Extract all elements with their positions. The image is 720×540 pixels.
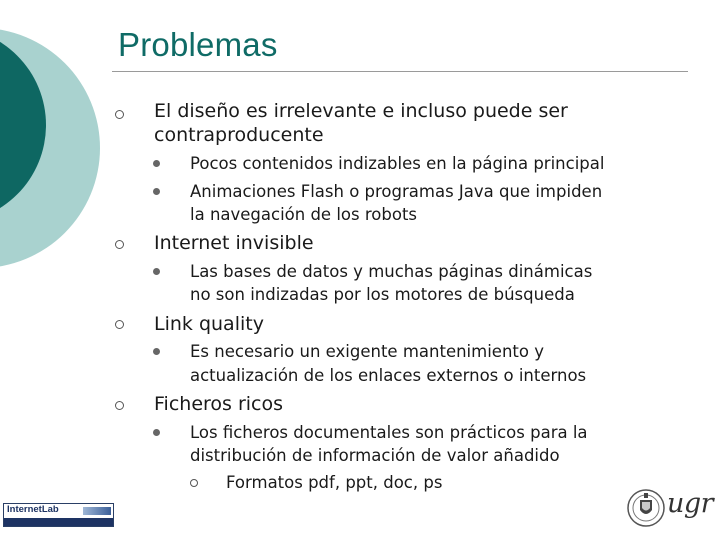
ugr-logo-text: ugr [667,488,714,519]
bullet-circle-icon [115,110,124,119]
bullet-circle-icon [115,240,124,249]
item-2-sub-1-line-1: Las bases de datos y muchas páginas dinámicas [190,262,593,281]
bullet-circle-icon [115,401,124,410]
item-4-line-1: Ficheros ricos [154,393,284,415]
decorative-circles [0,0,110,300]
title-divider [112,71,688,72]
logo-bar [4,518,113,526]
ugr-logo [627,486,714,530]
item-1-sub-1: Pocos contenidos indizables en la página principal [190,154,605,173]
slide-title: Problemas [118,26,278,63]
item-1-line-2: contraproducente [154,124,324,146]
logo-graphic [83,507,111,515]
bullet-dot-icon [153,268,160,275]
item-3-sub-1-line-1: Es necesario un exigente mantenimiento y [190,342,544,361]
ugr-crest-icon [627,486,665,530]
internetlab-logo [3,503,114,527]
bullet-dot-icon [153,188,160,195]
bullet-circle-icon [190,479,198,487]
item-2-line-1: Internet invisible [154,232,314,254]
bullet-dot-icon [153,348,160,355]
item-1-sub-2-line-2: la navegación de los robots [190,205,418,224]
item-2-sub-1-line-2: no son indizadas por los motores de búsqueda [190,285,575,304]
bullet-dot-icon [153,429,160,436]
bullet-dot-icon [153,160,160,167]
item-4-sub-1-line-2: distribución de información de valor añadido [190,446,560,465]
item-3-sub-1-line-2: actualización de los enlaces externos o internos [190,366,587,385]
item-1-line-1: El diseño es irrelevante e incluso puede ser [154,100,568,122]
item-1-sub-2-line-1: Animaciones Flash o programas Java que impiden [190,182,603,201]
bullet-circle-icon [115,320,124,329]
item-3-line-1: Link quality [154,313,264,335]
item-4-sub-1-sub-1: Formatos pdf, ppt, doc, ps [226,473,443,492]
internetlab-logo-text: InternetLab [7,504,59,515]
item-4-sub-1-line-1: Los ficheros documentales son prácticos para la [190,423,588,442]
